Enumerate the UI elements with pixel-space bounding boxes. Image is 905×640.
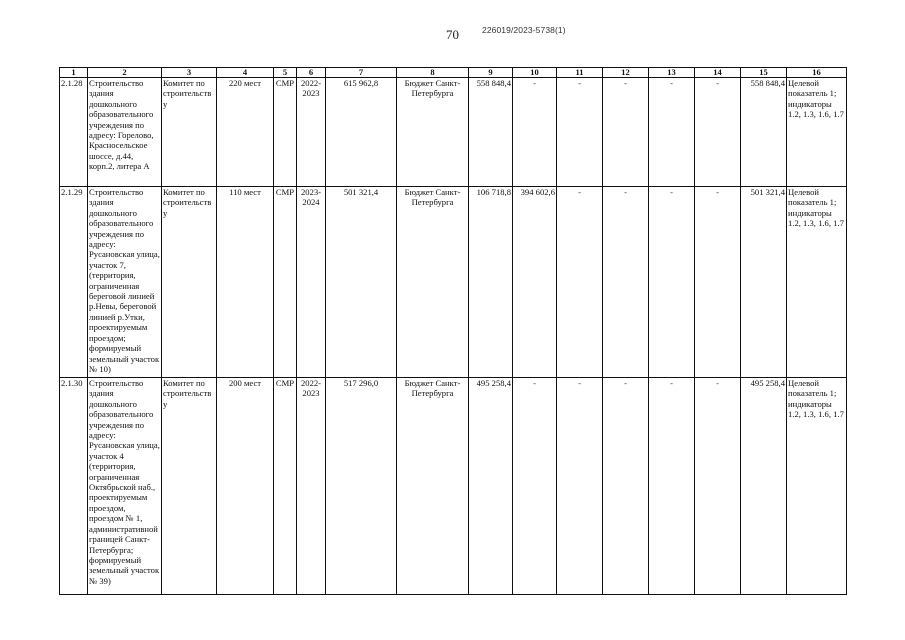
year-value: - (649, 187, 695, 378)
executor: Комитет по строительству (162, 378, 217, 595)
column-number: 14 (695, 68, 741, 78)
table-row (60, 78, 847, 187)
activity-name: Строительство здания дошкольного образовательного учреждения по адресу: Русановская улица, участок 7, (территория, ограниченная береговой линией р.Невы, береговой линией р.Утки, проектируемым проездом; формируемый земельный участок № 10) (88, 187, 162, 378)
activity-name: Строительство здания дошкольного образовательного учреждения по адресу: Русановская улица, участок 4 (территория, ограниченная Октябрьской наб., проектируемым проездом, проездом № 1, административной границей Санкт-Петербурга; формируемый земельный участок № 39) (88, 378, 162, 595)
year-value: - (603, 78, 649, 187)
column-number-header-row (60, 68, 847, 78)
executor: Комитет по строительству (162, 78, 217, 187)
activity-name: Строительство здания дошкольного образовательного учреждения по адресу: Горелово, Красносельское шоссе, д.44, корп.2, литера А (88, 78, 162, 187)
column-number: 16 (787, 68, 847, 78)
year-value: - (649, 78, 695, 187)
year-value: - (513, 78, 557, 187)
year-value: 558 848,4 (469, 78, 513, 187)
page-number: 70 (446, 27, 459, 42)
year-value: - (649, 378, 695, 595)
work-type: СМР (274, 187, 297, 378)
sum-value: 558 848,4 (741, 78, 787, 187)
period: 2022-2023 (297, 378, 326, 595)
total-cost: 501 321,4 (326, 187, 397, 378)
document-registration-code: 226019/2023-5738(1) (482, 25, 566, 35)
year-value: - (557, 378, 603, 595)
column-number: 10 (513, 68, 557, 78)
capacity: 220 мест (217, 78, 274, 187)
column-number: 8 (397, 68, 469, 78)
item-number: 2.1.30 (60, 378, 88, 595)
item-number: 2.1.29 (60, 187, 88, 378)
year-value: - (695, 378, 741, 595)
column-number: 2 (88, 68, 162, 78)
year-value: - (557, 78, 603, 187)
target-indicator: Целевой показатель 1; индикаторы 1.2, 1.3, 1.6, 1.7 (787, 378, 847, 595)
column-number: 4 (217, 68, 274, 78)
sum-value: 501 321,4 (741, 187, 787, 378)
column-number: 6 (297, 68, 326, 78)
year-value: 495 258,4 (469, 378, 513, 595)
year-value: 106 718,8 (469, 187, 513, 378)
target-indicator: Целевой показатель 1; индикаторы 1.2, 1.3, 1.6, 1.7 (787, 187, 847, 378)
column-number: 7 (326, 68, 397, 78)
year-value: - (603, 187, 649, 378)
work-type: СМР (274, 378, 297, 595)
work-type: СМР (274, 78, 297, 187)
column-number: 15 (741, 68, 787, 78)
capacity: 110 мест (217, 187, 274, 378)
funding-source: Бюджет Санкт-Петербурга (397, 78, 469, 187)
column-number: 13 (649, 68, 695, 78)
target-indicator: Целевой показатель 1; индикаторы 1.2, 1.3, 1.6, 1.7 (787, 78, 847, 187)
total-cost: 517 296,0 (326, 378, 397, 595)
column-number: 12 (603, 68, 649, 78)
year-value: - (513, 378, 557, 595)
item-number: 2.1.28 (60, 78, 88, 187)
executor: Комитет по строительству (162, 187, 217, 378)
year-value: 394 602,6 (513, 187, 557, 378)
column-number: 5 (274, 68, 297, 78)
capacity: 200 мест (217, 378, 274, 595)
funding-source: Бюджет Санкт-Петербурга (397, 187, 469, 378)
table-row (60, 378, 847, 595)
year-value: - (603, 378, 649, 595)
table-row (60, 187, 847, 378)
year-value: - (557, 187, 603, 378)
column-number: 9 (469, 68, 513, 78)
period: 2023-2024 (297, 187, 326, 378)
total-cost: 615 962,8 (326, 78, 397, 187)
year-value: - (695, 78, 741, 187)
sum-value: 495 258,4 (741, 378, 787, 595)
funding-source: Бюджет Санкт-Петербурга (397, 378, 469, 595)
column-number: 1 (60, 68, 88, 78)
column-number: 11 (557, 68, 603, 78)
column-number: 3 (162, 68, 217, 78)
year-value: - (695, 187, 741, 378)
program-activities-table (59, 67, 847, 595)
period: 2022-2023 (297, 78, 326, 187)
